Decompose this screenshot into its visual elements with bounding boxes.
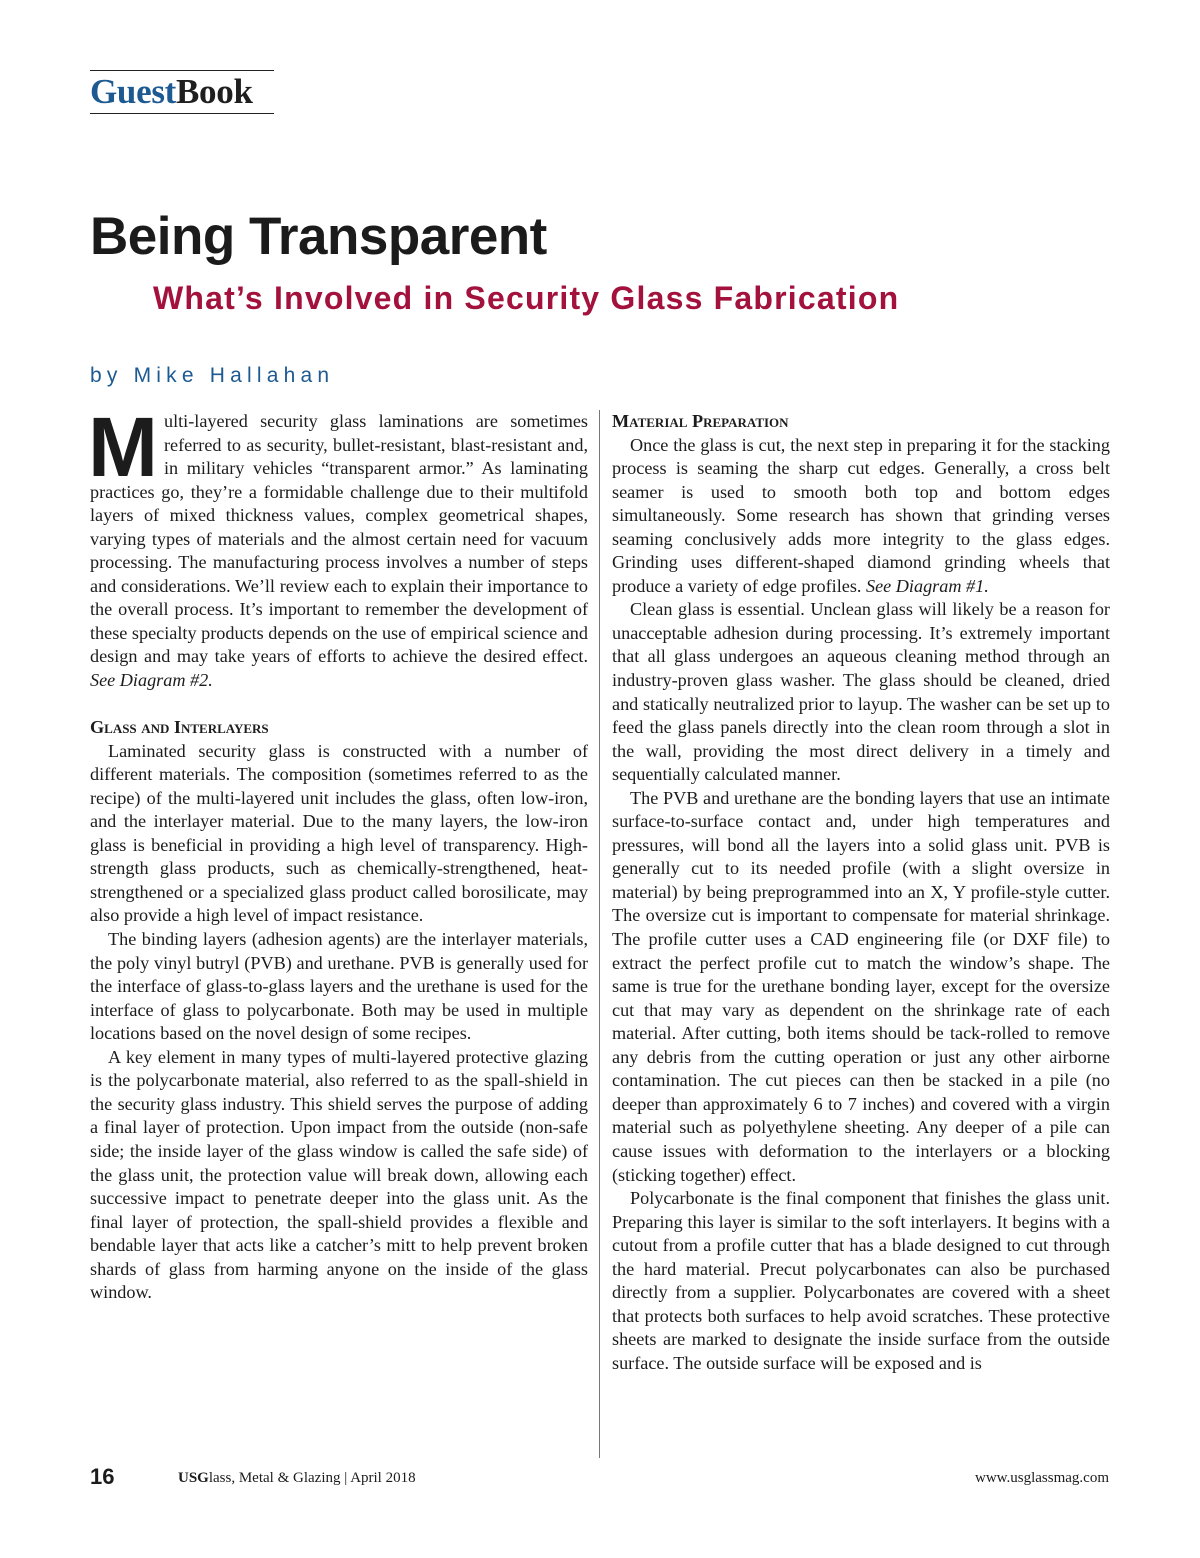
- section-tag: [90, 70, 274, 114]
- article-subtitle: What’s Involved in Security Glass Fabrication: [153, 280, 900, 316]
- article-title: Being Transparent: [90, 207, 547, 266]
- issue-date: April 2018: [350, 1470, 416, 1486]
- publication-info: [178, 1467, 416, 1489]
- section-heading-glass-interlayers: Glass and Interlayers: [90, 717, 269, 738]
- body-paragraph: The binding layers (adhesion agents) are the interlayer materials, the poly vinyl butryl (PVB) and urethane. PVB is generally used for the interface of glass-to-glass layers and the urethane is used for the interface of glass to polycarbonate. Both may be used in multiple locations based on the novel design of some recipes.: [90, 929, 588, 1044]
- publication-name-rest: lass, Metal & Glazing: [208, 1470, 341, 1486]
- diagram-2-reference: See Diagram #2.: [90, 670, 213, 691]
- page-footer: [0, 1462, 1200, 1492]
- drop-cap: M: [88, 400, 158, 494]
- footer-separator: |: [344, 1470, 348, 1486]
- intro-text: ulti-layered security glass laminations are sometimes referred to as security, bullet-resistant, blast-resistant and, in military vehicles “transparent armor.” As laminating practices go, they’re a formidable challenge due to their multifold layers of mixed thickness values, complex geometrical shapes, varying types of materials and the almost certain need for vacuum processing. The manufacturing process involves a number of steps and considerations. We’ll review each to explain their importance to the overall process. It’s important to remember the development of these specialty products depends on the use of empirical science and design and may take years of efforts to achieve the desired effect.: [90, 411, 588, 667]
- publication-name-bold: USG: [178, 1470, 209, 1486]
- article-byline: by Mike Hallahan: [90, 364, 335, 387]
- section-tag-part1: Guest: [90, 72, 177, 111]
- column-divider: [599, 410, 600, 1458]
- body-paragraph: A key element in many types of multi-layered protective glazing is the polycarbonate material, also referred to as the spall-shield in the security glass industry. This shield serves the purpose of adding a final layer of protection. Upon impact from the outside (non-safe side; the inside layer of the glass window is called the safe side) of the glass unit, the protection value will break down, allowing each successive impact to penetrate deeper into the glass unit. As the final layer of protection, the spall-shield provides a flexible and bendable layer that acts like a catcher’s mitt to help prevent broken shards of glass from harming anyone on the inside of the glass window.: [90, 1046, 588, 1303]
- body-paragraph-text: Once the glass is cut, the next step in preparing it for the stacking process is seaming the sharp cut edges. Generally, a cross belt seamer is used to smooth both top and bottom edges simultaneously. Some research has shown that grinding verses seaming conclusively adds more integrity to the glass edges. Grinding uses different-shaped diamond grinding wheels that produce a variety of edge profiles.: [612, 434, 1110, 596]
- intro-paragraph: [88, 400, 588, 693]
- body-paragraph: Laminated security glass is constructed with a number of different materials. The composition (sometimes referred to as the recipe) of the multi-layered unit includes the glass, often low-iron, and the interlayer material. Due to the many layers, the low-iron glass is beneficial in providing a high level of transparency. High-strength glass products, such as chemically-strengthened, heat-strengthened or a specialized glass product called borosilicate, may also provide a high level of impact resistance.: [90, 740, 588, 926]
- section-tag-bottom-rule: [90, 113, 274, 114]
- left-column: [88, 400, 588, 1305]
- paragraph-gap: [90, 693, 588, 717]
- website-url: www.usglassmag.com: [974, 1470, 1109, 1486]
- right-column: [612, 410, 1110, 1375]
- section-heading-material-preparation: Material Preparation: [612, 411, 789, 431]
- diagram-1-reference: See Diagram #1.: [866, 575, 989, 596]
- body-paragraph: Clean glass is essential. Unclean glass will likely be a reason for unacceptable adhesion during processing. It’s extremely important that all glass undergoes an aqueous cleaning method through an industry-proven glass washer. The glass should be cleaned, dried and statically neutralized prior to layup. The washer can be set up to feed the glass panels directly into the clean room through a slot in the wall, providing the most direct delivery in a timely and sequentially calculated manner.: [612, 599, 1110, 785]
- body-paragraph: Polycarbonate is the final component that finishes the glass unit. Preparing this layer is similar to the soft interlayers. It begins with a cutout from a profile cutter that has a blade designed to cut through the hard material. Precut polycarbonates can also be purchased directly from a supplier. Polycarbonates are covered with a sheet that protects both surfaces to help avoid scratches. These protective sheets are marked to designate the inside surface from the outside surface. The outside surface will be exposed and is: [612, 1188, 1110, 1373]
- page-number: 16: [90, 1464, 115, 1489]
- body-paragraph: The PVB and urethane are the bonding layers that use an intimate surface-to-surface contact and, under high temperatures and pressures, will bond all the layers into a solid glass unit. PVB is generally cut to its needed profile (with a slight oversize in material) by being preprogrammed into an X, Y profile-style cutter. The oversize cut is important to compensate for material shrinkage. The profile cutter uses a CAD engineering file (or DXF file) to extract the perfect profile cut to match the window’s shape. The same is true for the urethane bonding layer, except for the oversize cut that may vary as dependent on the shrinkage rate of each material. After cutting, both items should be tack-rolled to remove any debris from the cutting operation or just any other airborne contamination. The cut pieces can then be stacked in a pile (no deeper than approximately 6 to 7 inches) and covered with a virgin material such as polyethylene sheeting. Any deeper of a pile can cause issues with deformation to the interlayers or a blocking (sticking together) effect.: [612, 787, 1110, 1185]
- body-paragraph: [612, 434, 1110, 599]
- section-tag-part2: Book: [176, 72, 253, 111]
- section-tag-label: [90, 71, 274, 113]
